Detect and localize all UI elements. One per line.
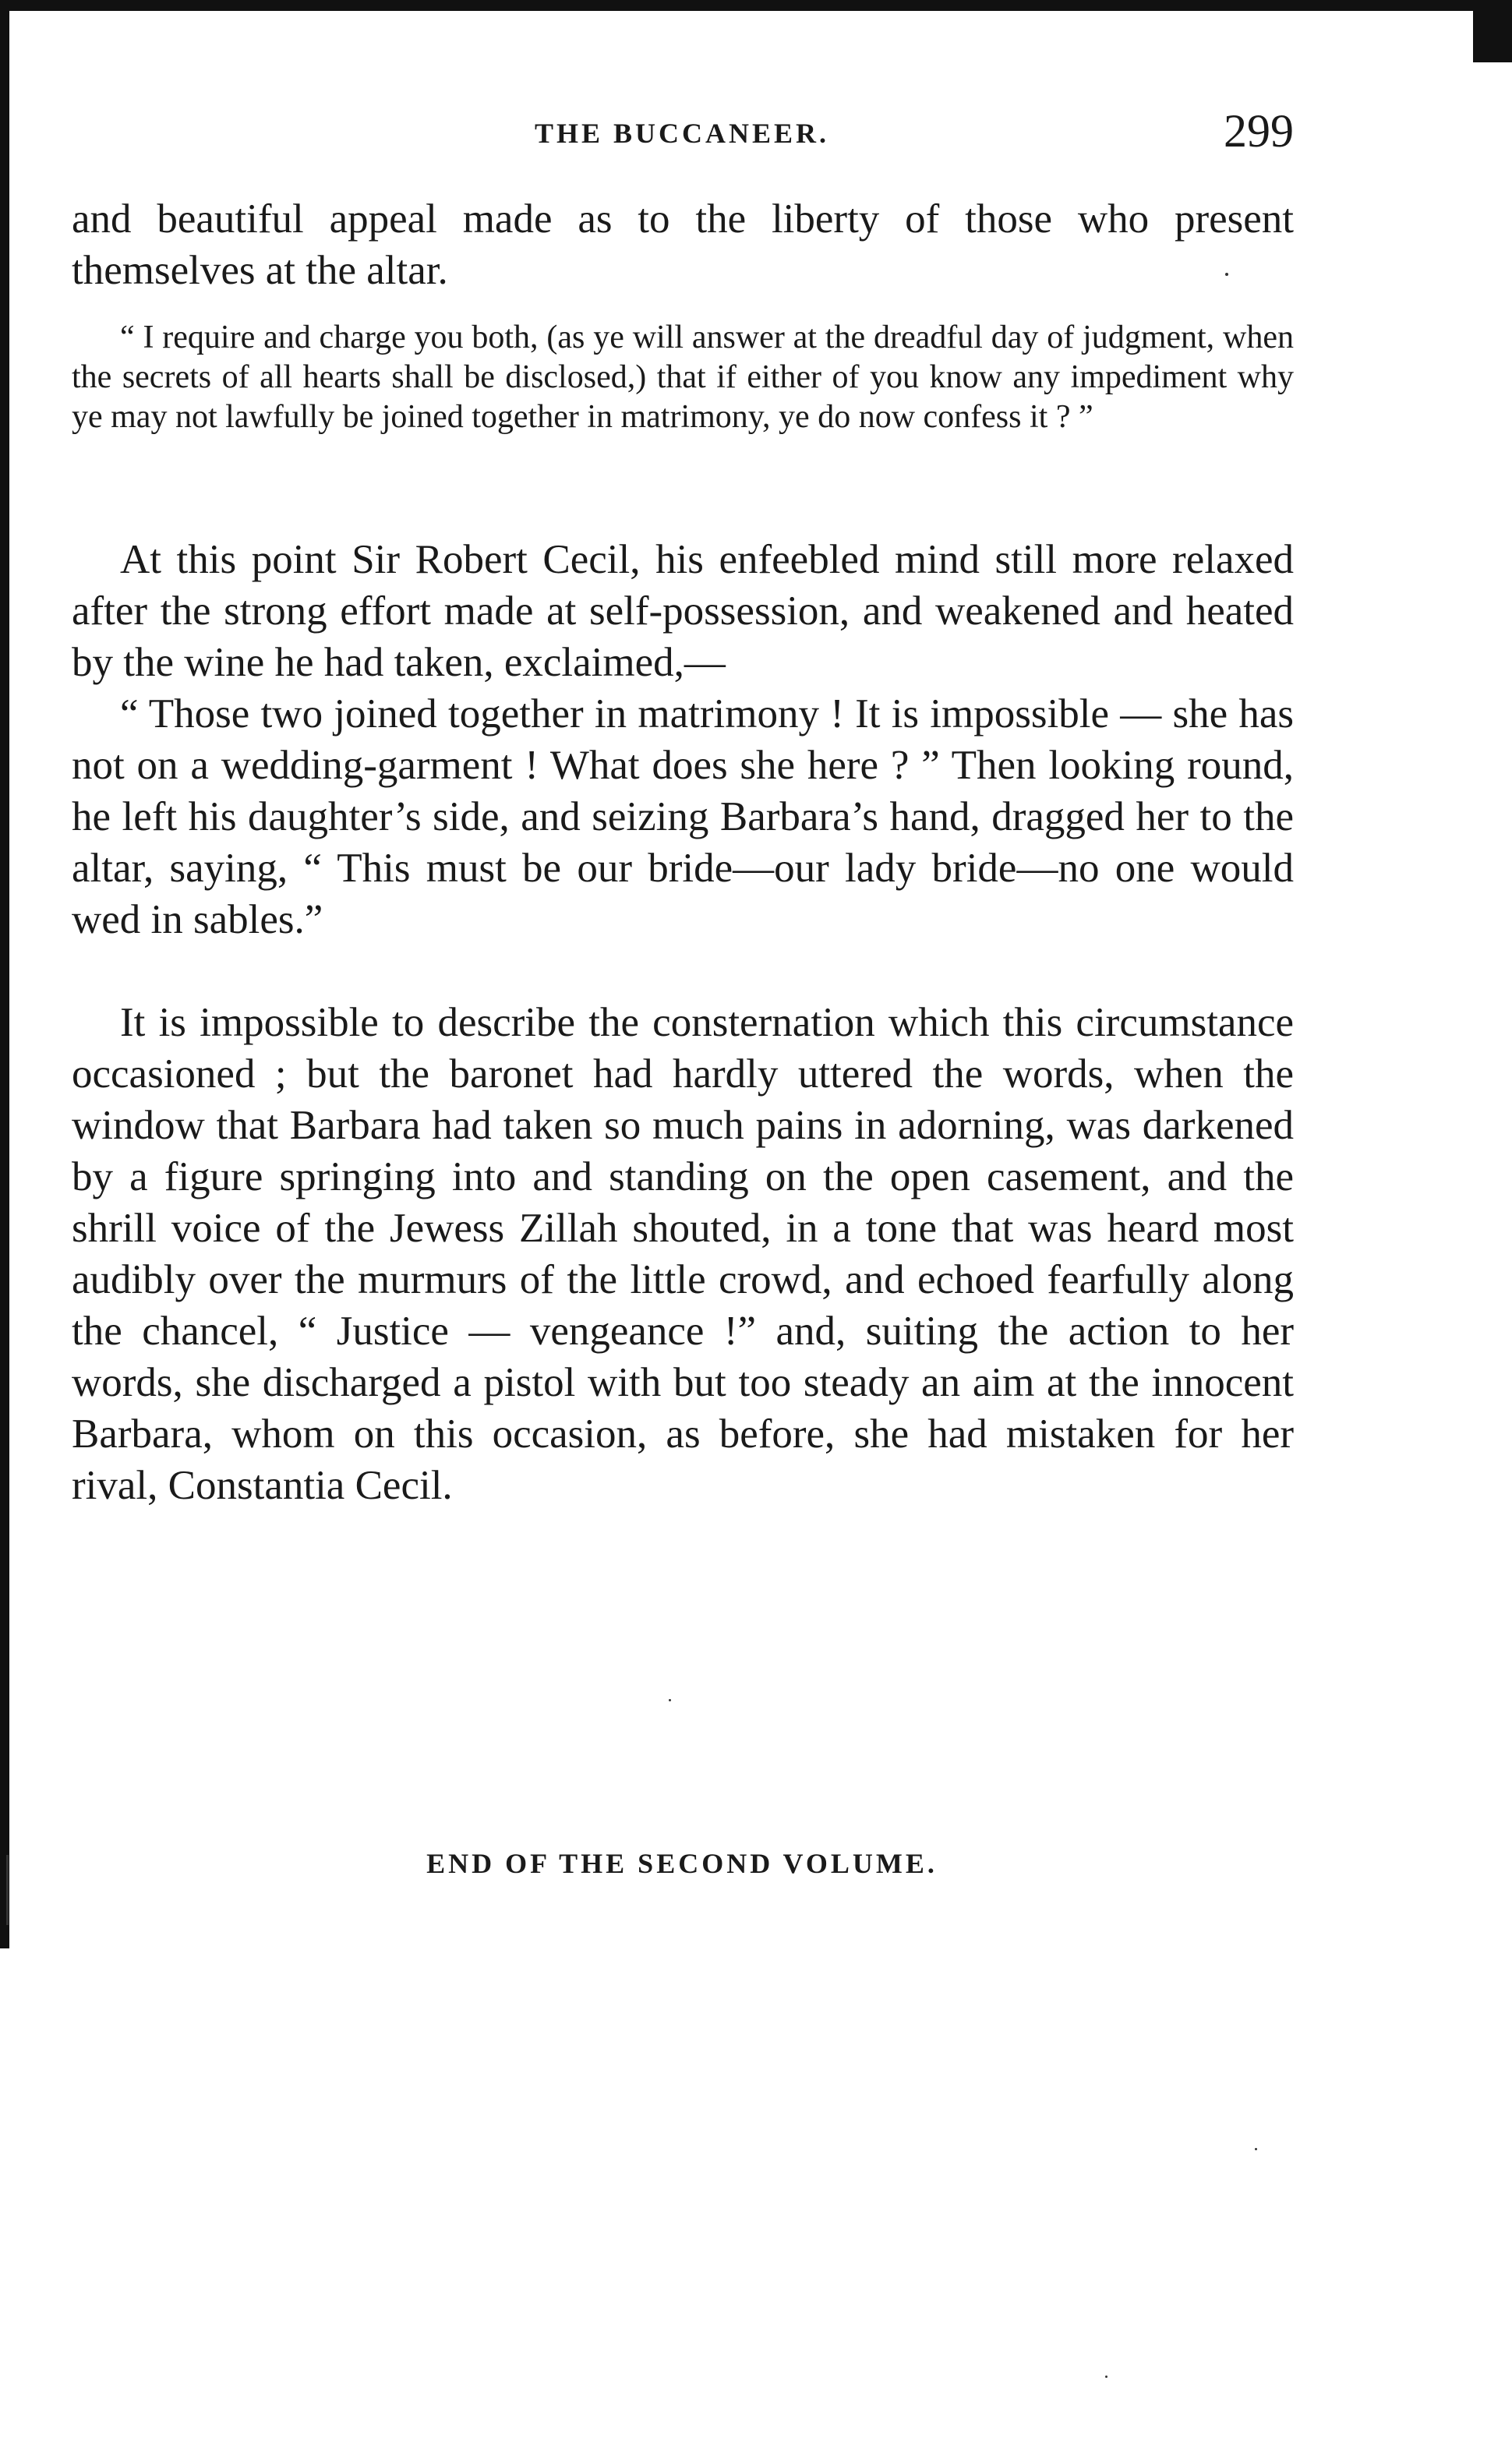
scan-border-corner: [1473, 0, 1512, 62]
running-head: [70, 105, 1294, 164]
paragraph-consternation: [72, 997, 1294, 1511]
paragraph-dialogue: [72, 688, 1294, 945]
scan-border-left-tail: [6, 1855, 9, 1925]
paragraph-text: At this point Sir Robert Cecil, his enfeebled mind still more relaxed after the strong effort made at self-possession, and weakened and heated by the wine he had taken, exclaimed,—: [72, 537, 1294, 685]
end-of-volume-line: END OF THE SECOND VOLUME.: [426, 1848, 938, 1879]
stray-ink-mark: [669, 1699, 671, 1701]
stray-ink-mark: [1255, 2148, 1257, 2150]
scan-border-left: [0, 0, 9, 1948]
running-title: THE BUCCANEER.: [534, 118, 830, 149]
stray-ink-mark: [1105, 2376, 1108, 2378]
paragraph-continuation: [72, 193, 1294, 296]
scan-border-top: [0, 0, 1512, 11]
paragraph-text: It is impossible to describe the consternation which this circumstance occasioned ; but the baronet had hardly uttered the words, when the window that Barbara had taken so much pains in adorning, was darkened by a figure springing into and standing on the open casement, and the shrill voice of the Jewess Zillah shouted, in a tone that was heard most audibly over the murmurs of the little crowd, and echoed fearfully along the chancel, “ Justice — vengeance !” and, suiting the action to her words, she discharged a pistol with but too steady an aim at the innocent Barbara, whom on this occasion, as before, she had mistaken for her rival, Constantia Cecil.: [72, 1000, 1294, 1508]
page-number: 299: [1224, 105, 1294, 157]
paragraph-text: “ Those two joined together in matrimony ! It is impossible — she has not on a wedding-garment ! What does she here ? ” Then looking round, he left his daughter’s side, and seizing Barbara’s hand, dragged her to the altar, saying, “ This must be our bride—our lady bride—no one would wed in sables.”: [72, 691, 1294, 942]
quotation-text: “ I require and charge you both, (as ye will answer at the dreadful day of judgment, when the secrets of all hearts shall be disclosed,) that if either of you know any impediment why ye may not lawfully be joined together in matrimony, ye do now confess it ? ”: [72, 320, 1294, 435]
paragraph-sir-robert: [72, 534, 1294, 688]
quotation-block: [72, 318, 1294, 437]
paragraph-text: and beautiful appeal made as to the liberty of those who present themselves at the altar.: [72, 196, 1294, 293]
stray-ink-mark: [1225, 273, 1228, 276]
